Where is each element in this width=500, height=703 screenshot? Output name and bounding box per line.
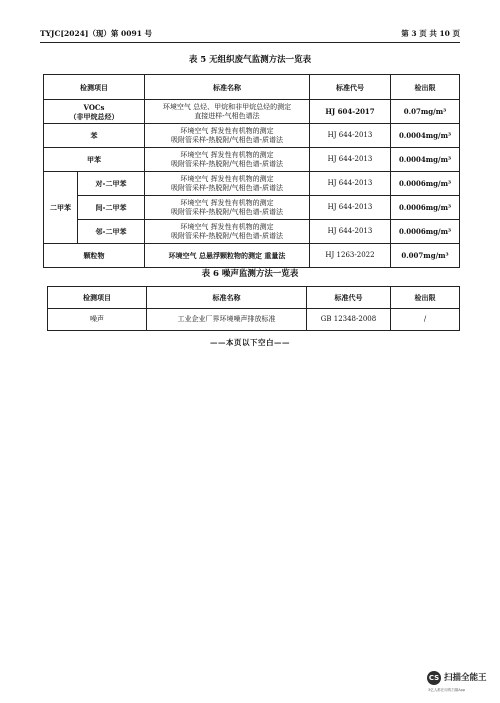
cell-item: 甲苯 <box>44 148 145 172</box>
table5-title: 表 5 无组织废气监测方法一览表 <box>188 55 312 65</box>
table6-header-row <box>48 287 460 309</box>
cell-standard-code: HJ 644-2013 <box>310 148 391 172</box>
col-header-name: 标准名称 <box>145 75 310 100</box>
col-header-name: 标准名称 <box>147 287 307 309</box>
table-row <box>44 244 460 268</box>
col-header-item: 检测项目 <box>44 75 145 100</box>
cell-item: 颗粒物 <box>44 244 145 268</box>
watermark-title: 扫描全能王 <box>444 673 487 683</box>
report-number: TYJC[2024]（现）第 0091 号 <box>40 29 153 38</box>
cell-detection-limit: 0.0006mg/m³ <box>391 220 460 244</box>
cell-standard-name: 环境空气 挥发性有机物的测定 吸附管采样-热脱附/气相色谱-质谱法 <box>145 196 310 220</box>
cell-standard-name: 环境空气 挥发性有机物的测定 吸附管采样-热脱附/气相色谱-质谱法 <box>145 148 310 172</box>
table-row <box>44 148 460 172</box>
cell-standard-code: HJ 644-2013 <box>310 220 391 244</box>
camscanner-logo-icon: CS <box>427 671 441 685</box>
table5 <box>43 74 460 268</box>
cell-standard-name: 环境空气 总烃、甲烷和非甲烷总烃的测定 直接进样-气相色谱法 <box>145 100 310 124</box>
cell-detection-limit: 0.0006mg/m³ <box>391 196 460 220</box>
cell-detection-limit: 0.0006mg/m³ <box>391 172 460 196</box>
cell-group-xylene: 二甲苯 <box>44 172 78 244</box>
page-number: 第 3 页 共 10 页 <box>401 29 460 38</box>
cell-standard-name: 环境空气 挥发性有机物的测定 吸附管采样-热脱附/气相色谱-质谱法 <box>145 124 310 148</box>
cell-item: 间-二甲苯 <box>78 196 145 220</box>
cell-item: 噪声 <box>48 309 147 331</box>
cell-standard-name: 工业企业厂界环境噪声排放标准 <box>147 309 307 331</box>
col-header-code: 标准代号 <box>310 75 391 100</box>
col-header-code: 标准代号 <box>307 287 391 309</box>
table-row <box>44 220 460 244</box>
col-header-limit: 检出限 <box>391 75 460 100</box>
cell-item: 苯 <box>44 124 145 148</box>
col-header-limit: 检出限 <box>391 287 460 309</box>
table-row <box>44 172 460 196</box>
col-header-item: 检测项目 <box>48 287 147 309</box>
cell-item: VOCs （非甲烷总烃） <box>44 100 145 124</box>
cell-detection-limit: 0.0004mg/m³ <box>391 148 460 172</box>
cell-standard-code: HJ 644-2013 <box>310 124 391 148</box>
blank-below-note: ——本页以下空白—— <box>210 338 290 347</box>
scanner-watermark <box>427 669 497 697</box>
cell-standard-code: HJ 644-2013 <box>310 196 391 220</box>
cell-detection-limit: / <box>391 309 460 331</box>
page-header <box>40 28 460 43</box>
cell-standard-name: 环境空气 挥发性有机物的测定 吸附管采样-热脱附/气相色谱-质谱法 <box>145 220 310 244</box>
cell-standard-code: HJ 604-2017 <box>310 100 391 124</box>
cell-standard-code: HJ 1263-2022 <box>310 244 391 268</box>
watermark-subtitle: 3亿人都在用的扫描App <box>428 688 466 692</box>
cell-detection-limit: 0.007mg/m³ <box>391 244 460 268</box>
cell-detection-limit: 0.07mg/m³ <box>391 100 460 124</box>
table5-header-row <box>44 75 460 100</box>
cell-item: 对-二甲苯 <box>78 172 145 196</box>
table-row <box>48 309 460 331</box>
cell-standard-code: GB 12348-2008 <box>307 309 391 331</box>
cell-item: 邻-二甲苯 <box>78 220 145 244</box>
cell-standard-name: 环境空气 总悬浮颗粒物的测定 重量法 <box>145 244 310 268</box>
cell-standard-name: 环境空气 挥发性有机物的测定 吸附管采样-热脱附/气相色谱-质谱法 <box>145 172 310 196</box>
table-row <box>44 100 460 124</box>
table6-title: 表 6 噪声监测方法一览表 <box>201 269 299 279</box>
cell-detection-limit: 0.0004mg/m³ <box>391 124 460 148</box>
table-row <box>44 124 460 148</box>
table-row <box>44 196 460 220</box>
table6 <box>47 286 460 331</box>
cell-standard-code: HJ 644-2013 <box>310 172 391 196</box>
